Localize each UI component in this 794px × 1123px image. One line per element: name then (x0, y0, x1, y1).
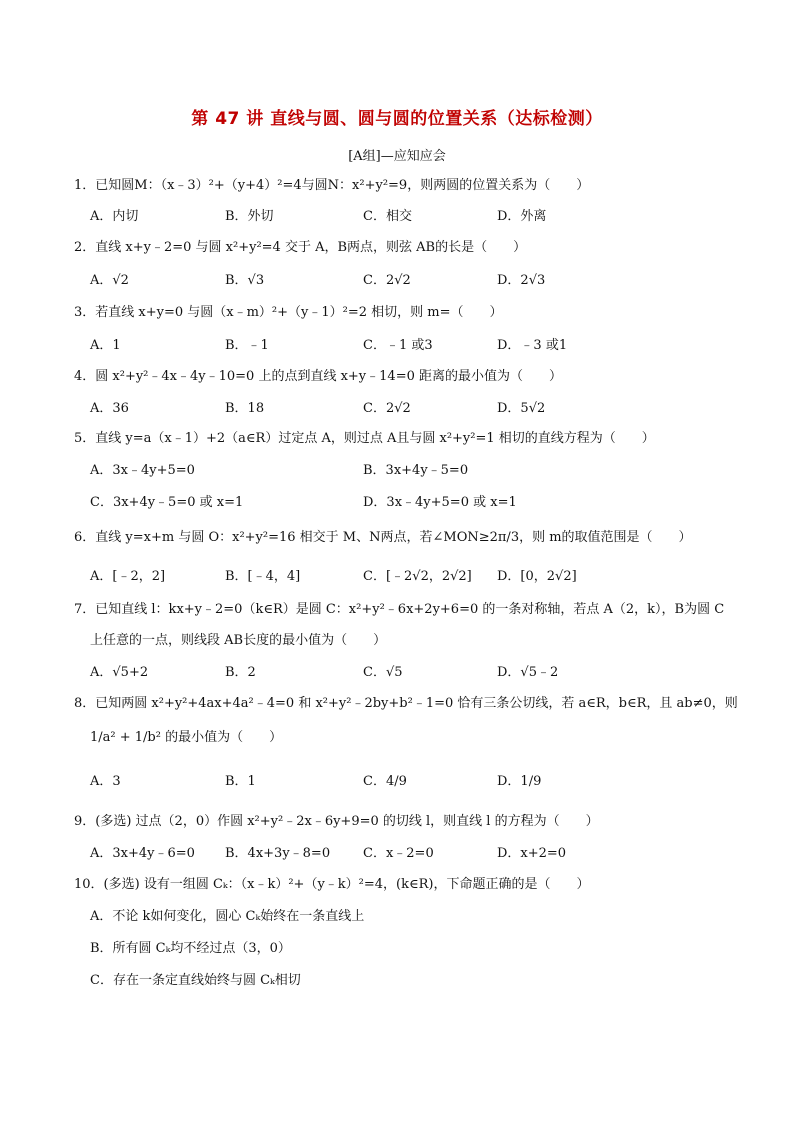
section-heading: [A组]—应知应会 (348, 149, 446, 164)
question-8-stem-cont: 1/a² + 1/b² 的最小值为（ ） (90, 730, 283, 745)
q8-option-b: B．1 (225, 774, 256, 789)
q7-option-b: B．2 (225, 665, 256, 680)
q10-option-c: C．存在一条定直线始终与圆 Cₖ相切 (90, 973, 301, 988)
q4-option-c: C．2√2 (363, 401, 411, 416)
q5-option-b: B．3x+4y﹣5=0 (363, 463, 469, 478)
q4-option-d: D．5√2 (497, 401, 546, 416)
q3-option-a: A．1 (90, 338, 121, 353)
question-1-stem: 1．已知圆M：（x﹣3）²+（y+4）²=4与圆N：x²+y²=9，则两圆的位置关系为（ ） (74, 178, 590, 193)
q4-option-b: B．18 (225, 401, 265, 416)
question-3-stem: 3．若直线 x+y=0 与圆（x﹣m）²+（y﹣1）²=2 相切，则 m=（ ） (74, 305, 503, 320)
question-7-stem: 7．已知直线 l：kx+y﹣2=0（k∈R）是圆 C：x²+y²﹣6x+2y+6=0 的一条对称轴，若点 A（2，k），B为圆 C (74, 602, 725, 617)
q1-option-d: D．外离 (497, 209, 547, 224)
q6-option-d: D．[0，2√2] (497, 569, 577, 584)
q9-option-a: A．3x+4y﹣6=0 (90, 846, 195, 861)
q6-option-b: B．[﹣4，4] (225, 569, 301, 584)
q3-option-c: C．﹣1 或3 (363, 338, 433, 353)
q7-option-c: C．√5 (363, 665, 403, 680)
question-7-stem-cont: 上任意的一点，则线段 AB长度的最小值为（ ） (90, 633, 387, 648)
q2-option-a: A．√2 (90, 273, 129, 288)
q4-option-a: A．36 (90, 401, 129, 416)
q6-option-c: C．[﹣2√2，2√2] (363, 569, 472, 584)
q9-option-d: D．x+2=0 (497, 846, 567, 861)
q7-option-d: D．√5﹣2 (497, 665, 559, 680)
q8-option-a: A．3 (90, 774, 121, 789)
q1-option-c: C．相交 (363, 209, 412, 224)
question-8-stem: 8．已知两圆 x²+y²+4ax+4a²﹣4=0 和 x²+y²﹣2by+b²﹣1=0 恰有三条公切线，若 a∈R，b∈R，且 ab≠0，则 (74, 696, 738, 711)
q10-option-b: B．所有圆 Cₖ均不经过点（3，0） (90, 941, 291, 956)
q10-option-a: A．不论 k如何变化，圆心 Cₖ始终在一条直线上 (90, 909, 365, 924)
q7-option-a: A．√5+2 (90, 665, 149, 680)
q2-option-b: B．√3 (225, 273, 265, 288)
q3-option-d: D．﹣3 或1 (497, 338, 568, 353)
q9-option-b: B．4x+3y﹣8=0 (225, 846, 331, 861)
q5-option-c: C．3x+4y﹣5=0 或 x=1 (90, 495, 244, 510)
question-4-stem: 4．圆 x²+y²﹣4x﹣4y﹣10=0 上的点到直线 x+y﹣14=0 距离的最小值为（ ） (74, 369, 562, 384)
question-9-stem: 9．(多选) 过点（2，0）作圆 x²+y²﹣2x﹣6y+9=0 的切线 l，则直线 l 的方程为（ ） (74, 814, 599, 829)
q9-option-c: C．x﹣2=0 (363, 846, 434, 861)
question-5-stem: 5．直线 y=a（x﹣1）+2（a∈R）过定点 A，则过点 A且与圆 x²+y²=1 相切的直线方程为（ ） (74, 431, 655, 446)
question-2-stem: 2．直线 x+y﹣2=0 与圆 x²+y²=4 交于 A，B两点，则弦 AB的长是（ ） (74, 240, 527, 255)
q2-option-d: D．2√3 (497, 273, 546, 288)
q8-option-c: C．4/9 (363, 774, 407, 789)
q1-option-a: A．内切 (90, 209, 139, 224)
page-title: 第 47 讲 直线与圆、圆与圆的位置关系（达标检测） (191, 109, 603, 129)
q3-option-b: B．﹣1 (225, 338, 269, 353)
q5-option-a: A．3x﹣4y+5=0 (90, 463, 195, 478)
q8-option-d: D．1/9 (497, 774, 542, 789)
q6-option-a: A．[﹣2，2] (90, 569, 166, 584)
question-6-stem: 6．直线 y=x+m 与圆 O：x²+y²=16 相交于 M、N两点，若∠MON≥2π/3，则 m的取值范围是（ ） (74, 530, 692, 545)
q1-option-b: B．外切 (225, 209, 274, 224)
q5-option-d: D．3x﹣4y+5=0 或 x=1 (363, 495, 517, 510)
q2-option-c: C．2√2 (363, 273, 411, 288)
question-10-stem: 10．(多选) 设有一组圆 Cₖ：（x﹣k）²+（y﹣k）²=4，(k∈R)，下命题正确的是（ ） (74, 877, 590, 892)
